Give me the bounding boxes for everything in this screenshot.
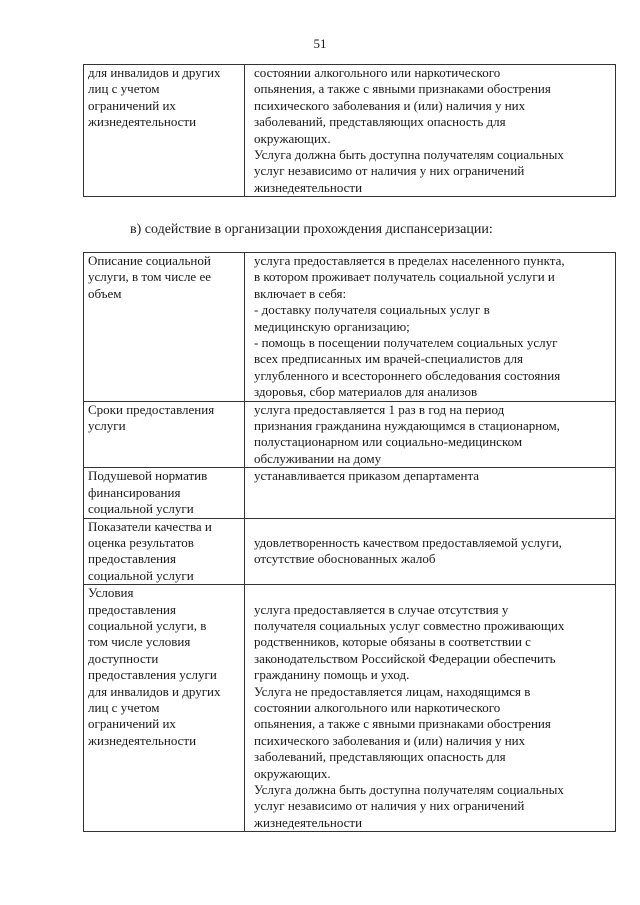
row-label-cell — [84, 585, 245, 832]
row-label-line: лиц с учетом — [88, 81, 160, 97]
row-label-line: Описание социальной — [88, 253, 211, 268]
row-value-line: медицинскую организацию; — [254, 318, 410, 334]
row-value-line: гражданину помощь и уход. — [254, 667, 410, 683]
row-value-line: состоянии алкогольного или наркотического — [254, 699, 501, 715]
row-label-cell — [84, 518, 245, 585]
row-value-line — [254, 519, 611, 535]
row-value-line: признания гражданина нуждающимся в стационарном, — [254, 418, 560, 434]
service-description-table — [83, 252, 616, 832]
row-value-line: родственников, которые обязаны в соответствии с — [254, 634, 531, 650]
row-label-line: Условия — [88, 585, 134, 601]
row-value-line: опьянения, а также с явными признаками обострения — [254, 81, 551, 97]
row-value-line: устанавливается приказом департамента — [254, 468, 480, 484]
table-row — [84, 65, 616, 197]
row-value-line: Услуга должна быть доступна получателям социальных — [254, 147, 564, 163]
service-description-table-body — [84, 253, 616, 832]
row-label-line: Подушевой норматив — [88, 468, 208, 484]
row-label-line: социальной услуги — [88, 567, 194, 583]
row-value-line: жизнедеятельности — [254, 814, 363, 830]
row-label-cell — [84, 65, 245, 197]
row-label-line: социальной услуги — [88, 501, 194, 517]
row-value-line: услуга предоставляется в случае отсутствия у — [254, 601, 509, 617]
row-value-cell — [245, 518, 616, 585]
row-value-line: Услуга должна быть доступна получателям социальных — [254, 782, 564, 797]
row-label-cell — [84, 401, 245, 468]
row-value-cell — [245, 401, 616, 468]
row-label-line: доступности — [88, 650, 159, 666]
row-label-line: оценка результатов — [88, 534, 194, 550]
continuation-table — [83, 64, 616, 197]
table-row — [84, 585, 616, 832]
row-label-line: для инвалидов и других — [88, 65, 221, 80]
row-value-line: углубленного и всестороннего обследования состояния — [254, 367, 561, 383]
row-value-line: отсутствие обоснованных жалоб — [254, 551, 436, 567]
row-label-cell — [84, 468, 245, 518]
page-number: 51 — [313, 36, 327, 51]
row-value-cell — [245, 253, 616, 402]
row-value-line: законодательством Российской Федерации обеспечить — [254, 650, 556, 666]
row-label-line: предоставления — [88, 551, 176, 567]
row-label-line: Показатели качества и — [88, 518, 212, 534]
continuation-table-body — [84, 65, 616, 197]
row-label-line: предоставления услуги — [88, 667, 217, 683]
row-label-line: финансирования — [88, 484, 181, 500]
row-value-line: услуга предоставляется 1 раз в год на период — [254, 401, 505, 417]
table-row — [84, 518, 616, 585]
row-label-cell — [84, 253, 245, 402]
row-value-line: психического заболевания и (или) наличия у них — [254, 732, 526, 748]
row-label-line: для инвалидов и других — [88, 683, 221, 699]
row-value-cell — [245, 585, 616, 832]
row-label-line: услуги — [88, 418, 126, 434]
row-value-line: - доставку получателя социальных услуг в — [254, 302, 490, 318]
row-label-line: Сроки предоставления — [88, 401, 215, 417]
row-value-line: Услуга не предоставляется лицам, находящимся в — [254, 683, 531, 699]
row-label-line: жизнедеятельности — [88, 114, 197, 130]
row-label-line: объем — [88, 285, 122, 301]
table-row — [84, 468, 616, 518]
row-value-line: полустационарном или социально-медицинском — [254, 434, 523, 450]
row-label-line: жизнедеятельности — [88, 732, 197, 748]
row-value-line: окружающих. — [254, 765, 331, 781]
table-row — [84, 253, 616, 402]
row-value-line: заболеваний, представляющих опасность для — [254, 749, 506, 765]
row-value-line — [254, 585, 611, 601]
section-heading: в) содействие в организации прохождения диспансеризации: — [130, 222, 493, 237]
row-value-line: жизнедеятельности — [254, 179, 363, 195]
row-value-line: окружающих. — [254, 130, 331, 146]
row-value-line: состоянии алкогольного или наркотического — [254, 65, 501, 80]
row-value-line: - помощь в посещении получателем социальных услуг — [254, 335, 558, 351]
row-value-line: обслуживании на дому — [254, 450, 382, 466]
row-value-line: услуг независимо от наличия у них ограничений — [254, 163, 525, 179]
row-value-line: включает в себя: — [254, 285, 347, 301]
row-value-line: опьянения, а также с явными признаками обострения — [254, 716, 551, 732]
row-value-line: всех предписанных им врачей-специалистов для — [254, 351, 523, 367]
row-value-line: получателя социальных услуг совместно проживающих — [254, 617, 565, 633]
row-value-line: удовлетворенность качеством предоставляемой услуги, — [254, 534, 562, 550]
row-value-line: психического заболевания и (или) наличия у них — [254, 97, 526, 113]
row-value-line: услуга предоставляется в пределах населенного пункта, — [254, 253, 565, 268]
row-label-line: предоставления — [88, 601, 176, 617]
row-label-line: том числе условия — [88, 634, 191, 650]
row-value-cell — [245, 65, 616, 197]
row-value-cell — [245, 468, 616, 518]
table-row — [84, 401, 616, 468]
row-label-line: ограничений их — [88, 716, 176, 732]
row-value-line: в котором проживает получатель социальной услуги и — [254, 269, 555, 285]
row-label-line: лиц с учетом — [88, 699, 160, 715]
row-label-line: социальной услуги, в — [88, 617, 207, 633]
row-value-line: заболеваний, представляющих опасность для — [254, 114, 506, 130]
row-value-line: услуг независимо от наличия у них ограничений — [254, 798, 525, 814]
row-value-line: здоровья, сбор материалов для анализов — [254, 384, 478, 400]
row-label-line: услуги, в том числе ее — [88, 269, 211, 285]
row-label-line: ограничений их — [88, 97, 176, 113]
